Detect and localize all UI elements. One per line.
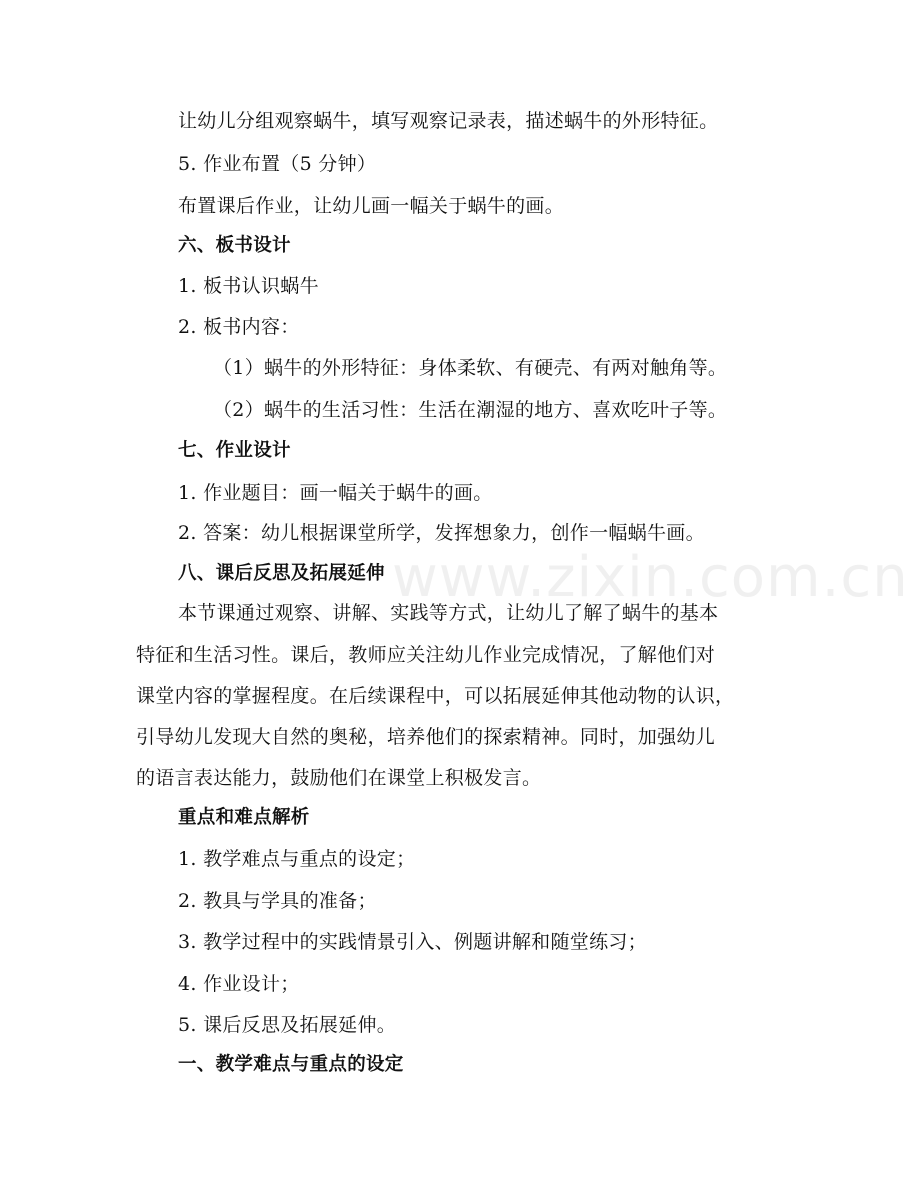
list-item: 2. 答案：幼儿根据课堂所学，发挥想象力，创作一幅蜗牛画。 [178,522,705,544]
list-item: 3. 教学过程中的实践情景引入、例题讲解和随堂练习； [178,931,647,953]
paragraph-line: 引导幼儿发现大自然的奥秘，培养他们的探索精神。同时，加强幼儿 [136,726,716,748]
section-heading: 八、课后反思及拓展延伸 [178,563,385,584]
list-item: 5. 作业布置（5 分钟） [178,153,377,175]
list-item: 1. 作业题目：画一幅关于蜗牛的画。 [178,482,493,504]
list-item: 1. 板书认识蜗牛 [178,275,319,297]
paragraph-line: 让幼儿分组观察蜗牛，填写观察记录表，描述蜗牛的外形特征。 [178,110,719,132]
paragraph-line: 本节课通过观察、讲解、实践等方式，让幼儿了解了蜗牛的基本 [178,602,719,624]
list-item: 5. 课后反思及拓展延伸。 [178,1014,397,1036]
sub-list-item: （2）蜗牛的生活习性：生活在潮湿的地方、喜欢吃叶子等。 [213,399,728,421]
sub-list-item: （1）蜗牛的外形特征：身体柔软、有硬壳、有两对触角等。 [213,357,728,379]
paragraph-line: 布置课后作业，让幼儿画一幅关于蜗牛的画。 [178,195,565,217]
list-item: 2. 教具与学具的准备； [178,890,377,912]
list-item: 2. 板书内容： [178,316,300,338]
section-heading: 六、板书设计 [178,235,291,256]
section-heading: 重点和难点解析 [178,807,310,828]
list-item: 1. 教学难点与重点的设定； [178,848,416,870]
paragraph-line: 特征和生活习性。课后，教师应关注幼儿作业完成情况，了解他们对 [136,644,716,666]
paragraph-line: 的语言表达能力，鼓励他们在课堂上积极发言。 [136,767,542,789]
section-heading: 七、作业设计 [178,440,291,461]
watermark: www.zixin.com.cn [392,545,909,610]
list-item: 4. 作业设计； [178,973,300,995]
paragraph-line: 课堂内容的掌握程度。在后续课程中，可以拓展延伸其他动物的认识， [136,685,735,707]
section-heading: 一、教学难点与重点的设定 [178,1054,404,1075]
